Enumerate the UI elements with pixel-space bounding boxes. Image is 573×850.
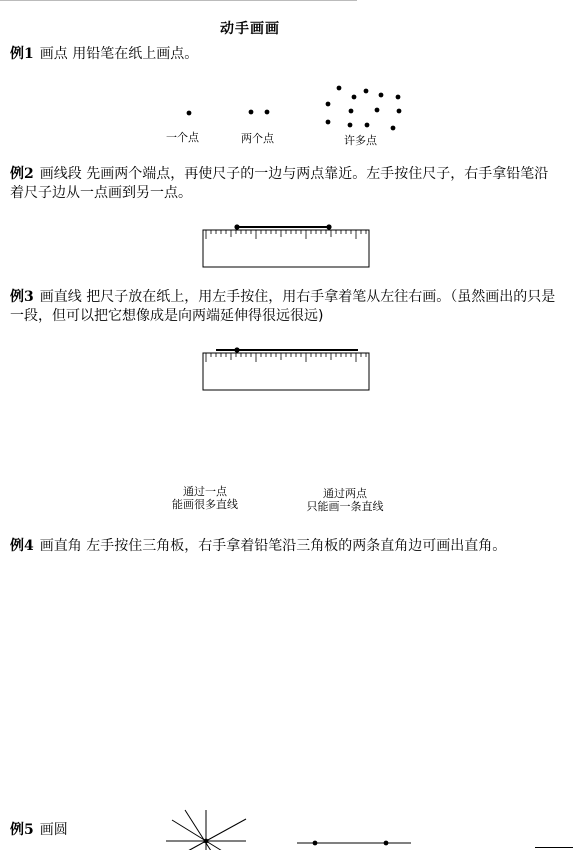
endpoint-dot — [234, 347, 239, 352]
ruler-body — [203, 230, 369, 267]
caption-many-points: 许多点 — [344, 134, 377, 147]
pair-dot-1 — [249, 110, 254, 115]
caption-two-points: 两个点 — [241, 132, 274, 145]
example-3-label: 例3 — [10, 289, 34, 305]
example-4 — [10, 537, 558, 556]
example-2-label: 例2 — [10, 166, 34, 182]
many-dots — [326, 86, 402, 131]
endpoint-dot — [234, 224, 239, 229]
lines-through-points-figure — [0, 400, 573, 500]
endpoint-dot — [326, 224, 331, 229]
two-point-dot-1 — [313, 841, 318, 846]
example-1-text: 画点 用铅笔在纸上画点。 — [39, 46, 199, 62]
example-2 — [10, 165, 558, 203]
example-2-text: 画线段 先画两个端点，再使尺子的一边与两点靠近。左手按住尺子，右手拿铅笔沿着尺子边从一点画到另一点。 — [10, 166, 549, 201]
caption-through-one-point-1: 通过一点 — [183, 485, 227, 498]
example-3 — [10, 288, 558, 326]
single-dot — [187, 111, 192, 116]
right-angle-figure — [0, 590, 573, 800]
two-point-dot-2 — [384, 841, 389, 846]
example-4-text: 画直角 左手按住三角板，右手拿着铅笔沿三角板的两条直角边可画出直角。 — [39, 538, 507, 554]
ruler-line-figure — [202, 345, 370, 391]
caption-through-two-points-1: 通过两点 — [323, 487, 367, 500]
example-5-label: 例5 — [10, 822, 34, 838]
ruler-segment-figure — [202, 222, 370, 268]
bottom-rule — [535, 847, 573, 848]
example-4-label: 例4 — [10, 538, 34, 554]
caption-through-two-points-2: 只能画一条直线 — [306, 500, 384, 513]
example-1-label: 例1 — [10, 46, 34, 62]
points-figure — [0, 0, 573, 150]
caption-through-two-points — [300, 487, 390, 513]
pair-dot-2 — [265, 110, 270, 115]
caption-one-point: 一个点 — [166, 131, 199, 144]
example-5 — [10, 821, 558, 840]
page-title: 动手画画 — [220, 21, 280, 37]
example-5-text: 画圆 — [39, 822, 68, 838]
caption-through-one-point-2: 能画很多直线 — [172, 498, 238, 511]
ruler-body — [203, 353, 369, 390]
example-3-text: 画直线 把尺子放在纸上，用左手按住，用右手拿着笔从左往右画。（虽然画出的只是一段，但可以把它想像成是向两端延伸得很远很远) — [10, 289, 556, 324]
caption-through-one-point — [170, 485, 240, 511]
